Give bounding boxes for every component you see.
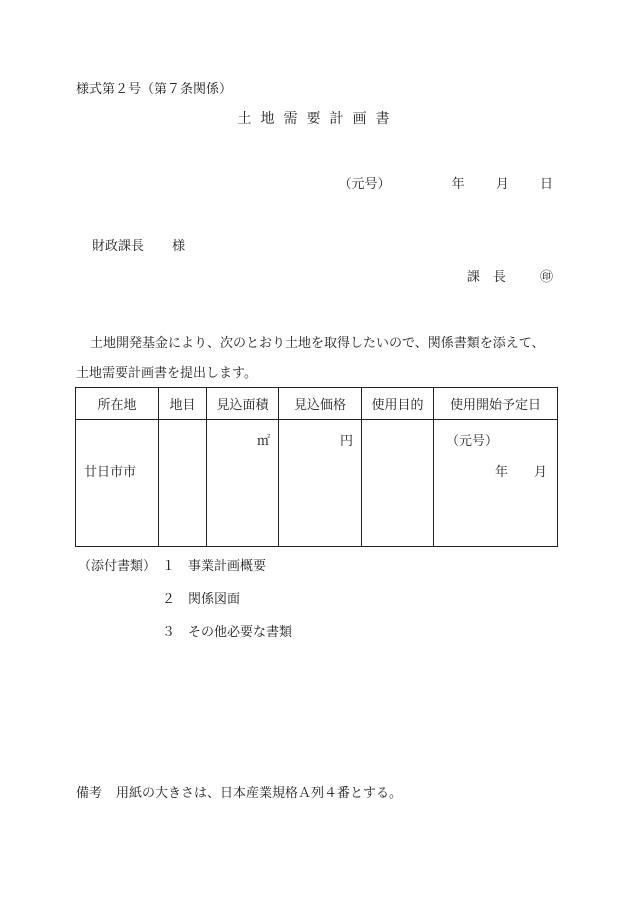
attachment-number: １ bbox=[162, 559, 176, 574]
remarks bbox=[76, 782, 402, 801]
document-title: 土地需要計画書 bbox=[237, 111, 399, 127]
cell-estimated-area[interactable] bbox=[207, 420, 279, 547]
location-value: 廿日市市 bbox=[84, 465, 137, 480]
addressee-honorific: 様 bbox=[172, 239, 186, 254]
cell-start-date[interactable] bbox=[434, 420, 558, 547]
form-number: 様式第２号（第７条関係） bbox=[76, 82, 233, 97]
table-header-row bbox=[76, 388, 558, 420]
sender bbox=[467, 266, 553, 285]
header-land-category: 地目 bbox=[159, 388, 207, 420]
start-year-month bbox=[495, 461, 547, 480]
date-era: （元号） bbox=[338, 177, 391, 192]
seal-mark: ㊞ bbox=[539, 270, 553, 285]
cell-location[interactable] bbox=[76, 420, 159, 547]
attachment-item bbox=[162, 555, 266, 574]
remarks-label: 備考 bbox=[76, 786, 103, 801]
addressee bbox=[92, 235, 185, 254]
remarks-text: 用紙の大きさは、日本産業規格Ａ列４番とする。 bbox=[116, 786, 403, 801]
price-unit: 円 bbox=[339, 434, 353, 449]
attachment-text: その他必要な書類 bbox=[188, 625, 293, 640]
start-month-unit: 月 bbox=[533, 465, 547, 480]
cell-land-category[interactable] bbox=[159, 420, 207, 547]
cell-purpose[interactable] bbox=[362, 420, 434, 547]
date-month-unit: 月 bbox=[495, 177, 509, 192]
attachments-label: （添付書類） bbox=[78, 559, 157, 574]
header-start-date: 使用開始予定日 bbox=[434, 388, 558, 420]
date-year-unit: 年 bbox=[451, 177, 465, 192]
cell-estimated-price[interactable] bbox=[279, 420, 362, 547]
attachment-item bbox=[162, 588, 240, 607]
addressee-name: 財政課長 bbox=[92, 239, 145, 254]
header-purpose: 使用目的 bbox=[362, 388, 434, 420]
attachment-item bbox=[162, 621, 292, 640]
date-line bbox=[339, 173, 553, 192]
body-text: 土地開発基金により、次のとおり土地を取得したいので、関係書類を添えて、土地需要計画書を提出します。 bbox=[76, 336, 545, 381]
header-estimated-price: 見込価格 bbox=[279, 388, 362, 420]
attachment-text: 事業計画概要 bbox=[188, 559, 267, 574]
attachment-number: ３ bbox=[162, 625, 176, 640]
sender-title: 課 長 bbox=[466, 270, 506, 285]
area-unit: ㎡ bbox=[256, 434, 270, 449]
header-estimated-area: 見込面積 bbox=[207, 388, 279, 420]
header-location: 所在地 bbox=[76, 388, 159, 420]
table-data-row bbox=[76, 420, 558, 547]
start-year-unit: 年 bbox=[494, 465, 508, 480]
attachment-number: ２ bbox=[162, 592, 176, 607]
land-plan-table bbox=[75, 387, 558, 547]
date-day-unit: 日 bbox=[539, 177, 553, 192]
attachment-text: 関係図面 bbox=[188, 592, 241, 607]
start-era: （元号） bbox=[446, 434, 499, 449]
